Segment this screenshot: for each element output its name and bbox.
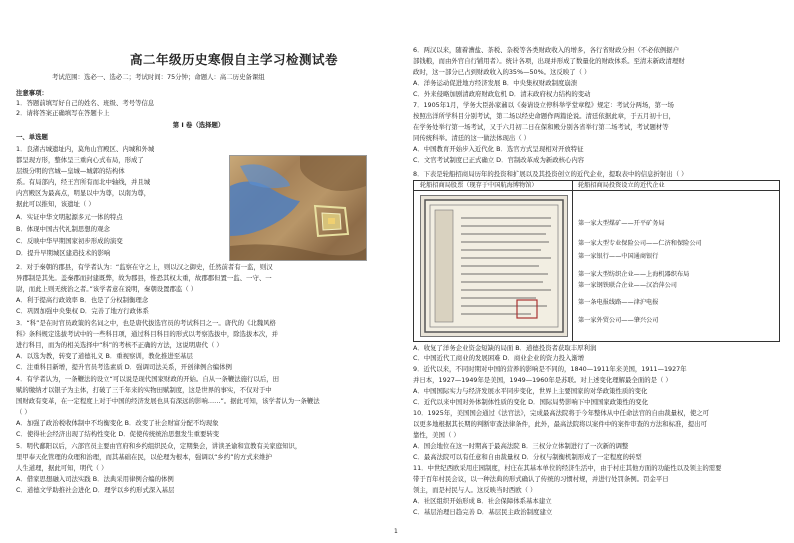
question-line: 8．下表是轮船招商局历年的投资和扩展以及其投资创立的近代企业，提取表中的信息折射出（ ）: [413, 170, 688, 178]
exam-meta: 考试范围：选必一、选必二；考试时间：75分钟；命题人：高二历史备课组: [52, 73, 265, 81]
question-line: （ ）: [16, 408, 31, 416]
question-line: 尉，而此上则无统治之者。”该学者意在说明，秦朝设置郡监（ ）: [16, 285, 198, 293]
option-line: A．国会地位在这一时期高于最高法院 B．三权分立体制进行了一次新的调整: [413, 442, 629, 450]
option-line: C．中国近代工商业的发展困难 D．商业企业的资力投入渐增: [413, 354, 585, 362]
company-list-item: 第一家大型专业保险公司——仁济和保险公司: [578, 240, 702, 247]
option-line: C．巩固加强中央集权 D．完善了地方行政体系: [16, 307, 149, 315]
question-line: 7．1905年1月，学务大臣孙家鼐以《奏请设立停科举学堂章程》规定：考试分两场，第一场: [413, 101, 674, 109]
question-line: 以更多地根据其长期的判断审查法律条件，此外，最高法院将以案件中的案件审查的方法和标准，提出可: [413, 420, 707, 428]
question-line: 政时，这一部分已占到财政收入的35%—50%。这反映了（ ）: [413, 68, 591, 76]
liangzhu-site-map: [229, 155, 367, 261]
option-line: C．基层治理日趋完善 D．基层民主政治制度建立: [413, 508, 553, 516]
option-line: C．近代以来中国对外体制体性质的变化 D．国际局势影响下中国国家政策性的变化: [413, 398, 649, 406]
question-line: 系。有局部内，经王宫所有而北中轴线，并且城: [16, 178, 151, 186]
company-list-item: 第一家钢铁联合企业——汉冶萍公司: [578, 282, 677, 289]
company-list-item: 第一家大型纺织企业——上海机器织布局: [578, 271, 690, 278]
notice-item: 2．请将答案正确填写在答题卡上: [16, 109, 110, 117]
table-header-right: 轮船招商局投资设立的近代企业: [572, 181, 779, 191]
question-line: 1．良渚古城遗址内，莫角山宫殿区、内城和外城: [16, 145, 155, 153]
question-line: 靠性，美国（ ）: [413, 431, 460, 439]
question-line: 2．对于秦朝的郡县，有学者认为：“监察在守之上，则以汉之御史，任然前者有一监，则汉: [16, 263, 273, 271]
option-line: A．加强了政治税收体制中不均衡变化 B．改变了社会财富分配不均现象: [16, 419, 219, 427]
question-line: 领主，而是村民与人。这反映当时西欧（ ）: [413, 486, 537, 494]
question-line: 据此可以推知，该遗址（ ）: [16, 200, 95, 208]
table-divider: [572, 181, 573, 341]
question-line: 5．明代鄱阳以后，六部官员主要由官府和乡约组织民众，定期集会，讲读圣谕和宣教有关家庭知识，: [16, 442, 302, 450]
question-line: 部钱粮，而由外官自行铺用者）。统计各项，出现并形成了数量化的财政体系。至清末新政清理财: [413, 57, 685, 65]
question-line: 里甲奉天化管理的众理和治理，而其基础在民，以伦理为根本，强调以“乡约”的方式来维护: [16, 453, 272, 461]
option-line: A．社区组织开始形成 B．社会保障体系基本建立: [413, 497, 552, 505]
question-line: 按照出洋所学科目分别考试，第二场以经史命题作两篇论说。清廷依据此章，于五月初十日，: [413, 112, 676, 120]
question-line: 人生道理，据此可知，明代（ ）: [16, 464, 108, 472]
question-line: 6．两汉以来，随着漕盐、茶税、杂税等各类财政收入的增多，各行省财政分担（不必依例据户: [413, 46, 680, 54]
option-line: C．文官考试制度已正式确立 D．官制改革成为新政核心内容: [413, 156, 585, 164]
terrain-map-graphic: [230, 156, 366, 260]
option-line: A．利于提高行政效率 B．也是了分权制衡理念: [16, 296, 149, 304]
stock-certificate-photo: [420, 195, 568, 337]
option-line: C．外来侵略加剧清政府财政危机 D．清末政府权力结构的变动: [413, 90, 591, 98]
option-line: C．注重科目新增，提升官员考选素质 D．强调司法关系，开创律例合编体例: [16, 363, 232, 371]
option-line: C．道德文学助推社会进化 D．理学以乡约形式深入基层: [16, 486, 175, 494]
company-list-item: 第一家大型煤矿——开平矿务局: [578, 220, 665, 227]
option-line: C．使得社会经济出现了结构性变化 D．促使传统统治思想发生重要转变: [16, 430, 220, 438]
table-header-left: 轮船招商局股票（现存于中国航海博物馆）: [414, 181, 572, 191]
option-line: A．以选为教，转变了道德礼义 B．重视察训，教化推进至基层: [16, 352, 193, 360]
part-heading: 一、单选题: [16, 133, 48, 141]
option-line: A．中国国际实力与经济发展水平同步变化，世界上主要国家的对华政策性质的变化: [413, 387, 648, 395]
option-line: A．借家思想融入司法实践 B．法典采用律例合编的体例: [16, 475, 174, 483]
notice-item: 1．答题前填写好自己的姓名、班级、考号等信息: [16, 99, 155, 107]
question-line: 内宫殿区为最高点，明显以中为尊，以南为尊，: [16, 189, 151, 197]
notice-heading: 注意事项：: [16, 89, 48, 97]
option-line: A．实证中华文明起源多元一体的特点: [16, 213, 123, 221]
question-line: 同传统科举。清廷的这一做法体现出（ ）: [413, 134, 531, 142]
question-line: 10．1925年，美国国会通过《法官法》，完成最高法院将于今年整体从中任命法官的自由裁量权，使之可: [413, 409, 709, 417]
question-line: 3．“科”是在时官员政策的名词之中，也是唐代拔选官员的考试科目之一。唐代的《北魏风格: [16, 319, 276, 327]
question-line: 4．有学者认为，一条鞭法的设立“可以说是现代国家财政的开始。自从一条鞭法施行以后，田: [16, 375, 279, 383]
question-line: 赋的缴纳才以银子为主体，打破了三千年来的实物田赋制度，这是世界的事实，不仅对于中: [16, 386, 272, 394]
page-title: 高二年级历史寒假自主学习检测试卷: [130, 52, 339, 67]
question-line: 在学务处举行第一场考试，又于六月初二日在保和殿分别各省举行第二场考试，考试题材等: [413, 123, 669, 131]
question-line: 9．近代以来，不同时期对中国的营养的影响是不同的，1840—1911年来美国，1911—1927年: [413, 365, 687, 373]
question-line: 11．中世纪西欧采用庄园制度，村庄在其基本单位的经济生活中，由于村庄其他方面的功能性以及领主的需要: [413, 464, 722, 472]
question-line: 都呈现方形，整体呈三重向心式布局，形成了: [16, 156, 144, 164]
company-list-item: 第一家外贸公司——肇兴公司: [578, 317, 659, 324]
option-line: D．提升早期城区建造技术的影响: [16, 249, 111, 257]
option-line: A．洋务运动促进地方经济发展 B．中央集权财政制度崩溃: [413, 79, 578, 87]
question-line: 国财政有变革，在一定程度上对于中国的经济发展也具有深远的影响……”。据此可知，该学者认为一条鞭法: [16, 397, 320, 405]
investment-table: [413, 180, 780, 342]
question-line: 科》条科规定选拔考试中的一些科目项，通过科目科目的形式以考察选拔中，除选拔本次，并: [16, 330, 279, 338]
question-line: 进行科目，而为的相关选择中“科”的考核不正确的方法，这说明唐代（ ）: [16, 341, 223, 349]
question-line: 带于百年村民会议，以一种法典的形式确认了传统的习惯村规，并进行处罚条例。罚金平日: [413, 475, 669, 483]
company-list-item: 第一条电报线路——津沪电报: [578, 299, 659, 306]
option-line: C．最高法院可以有任意和自由裁量权 D．分权与制衡机制形成了一定程度的转型: [413, 453, 642, 461]
section-heading: 第 I 卷（选择题）: [172, 121, 225, 129]
company-list-item: 第一家银行——中国通商银行: [578, 253, 659, 260]
question-line: 并日本，1927—1949年是美国，1949—1960年是苏联。对上述变化理解最全面的是（ ）: [413, 376, 672, 384]
question-line: 异郡制是其先。盖秦郡而封建既弊，故为郡县，惟恐其权太重，故郡郡但置一监、一守、一: [16, 274, 272, 282]
page-number: 1: [394, 528, 398, 535]
question-line: 层级分明的宫城—皇城—城郭的结构体: [16, 167, 125, 175]
stock-certificate-graphic: [421, 196, 567, 336]
option-line: B．体现中国古代礼制思想的观念: [16, 225, 110, 233]
option-line: A．中国教育开始步入近代化 B．选官方式呈现相对开放特征: [413, 145, 584, 153]
option-line: C．反映中华早期国家初步形成的演变: [16, 237, 123, 245]
option-line: A．收复了洋务企业资金短缺的局面 B．道德投资者获取丰厚利润: [413, 344, 597, 352]
